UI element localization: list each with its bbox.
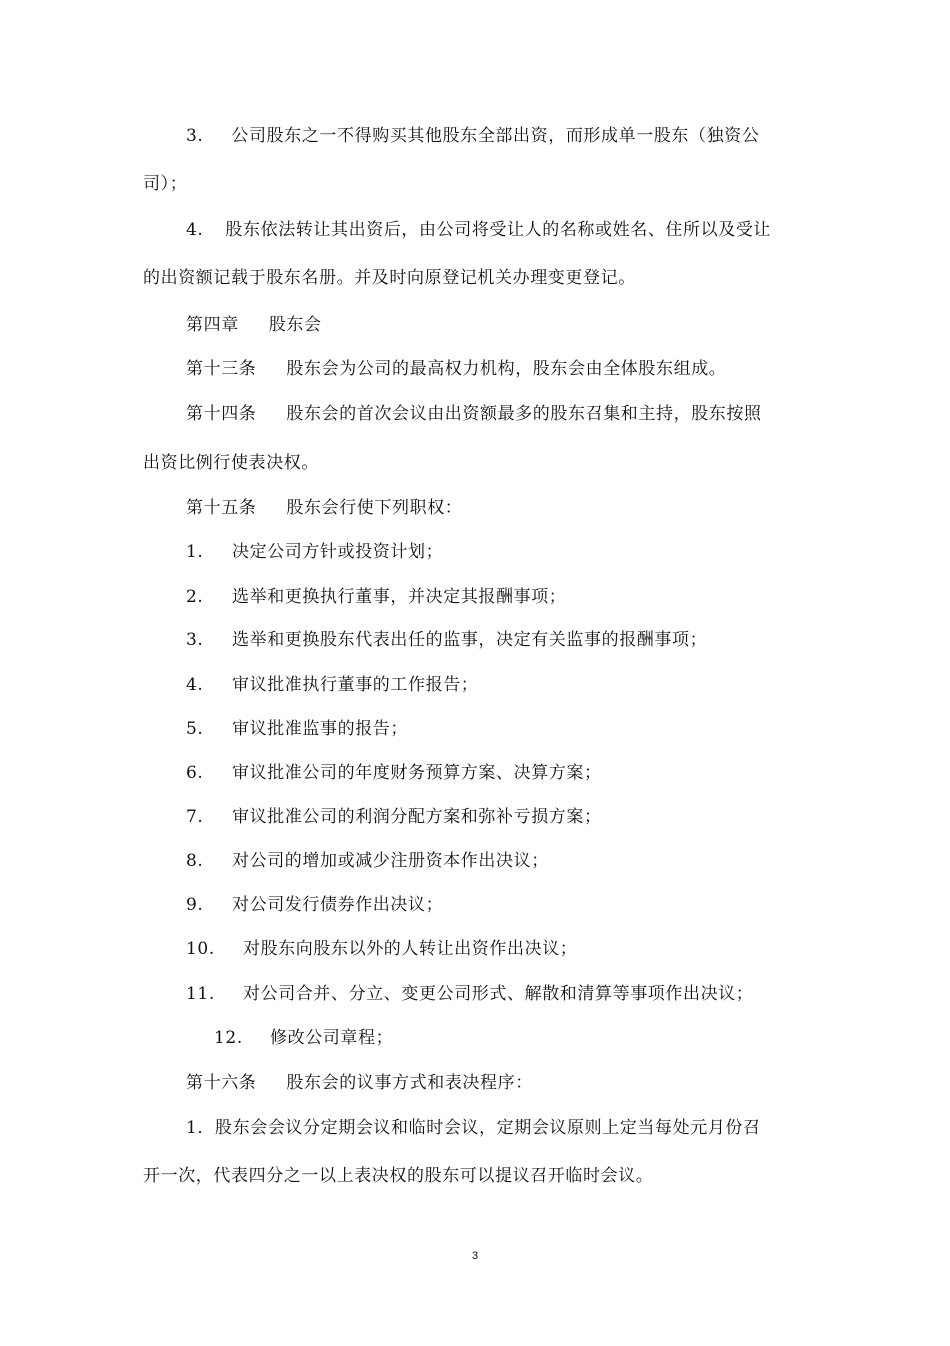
article-16 [186,1071,533,1095]
article-13 [186,357,726,381]
power-number: 6. [186,763,204,783]
article-14 [186,402,762,426]
chapter-title: 股东会 [268,315,322,335]
page-number: 3 [471,1250,479,1262]
item-4-continuation: 的出资额记载于股东名册。并及时向原登记机关办理变更登记。 [143,268,636,288]
power-number: 1. [186,542,204,562]
power-number: 9. [186,895,204,915]
chapter-heading [186,313,322,337]
power-number: 3. [186,630,204,650]
power-text: 对股东向股东以外的人转让出资作出决议； [243,939,578,959]
power-number: 11. [186,984,215,1004]
power-text: 决定公司方针或投资计划； [232,542,444,562]
power-number: 5. [186,719,204,739]
item-4-number: 4. [186,220,204,240]
item-4-text: 股东依法转让其出资后，由公司将受让人的名称或姓名、住所以及受让 [225,220,772,240]
article-15-label: 第十五条 [186,498,257,518]
power-text: 对公司的增加或减少注册资本作出决议； [232,851,549,871]
article-15 [186,496,462,520]
power-text: 修改公司章程； [270,1028,394,1048]
power-number: 8. [186,851,204,871]
power-text: 审议批准监事的报告； [232,719,408,739]
item-3 [186,124,759,148]
power-item [186,982,753,1006]
power-text: 对公司合并、分立、变更公司形式、解散和清算等事项作出决议； [243,984,754,1004]
power-text: 选举和更换执行董事，并决定其报酬事项； [232,587,567,607]
power-number: 2. [186,587,204,607]
article-16-paragraph-1-continuation: 开一次，代表四分之一以上表决权的股东可以提议召开临时会议。 [143,1166,654,1186]
power-text: 选举和更换股东代表出任的监事，决定有关监事的报酬事项； [232,630,708,650]
power-item [186,628,707,652]
power-text: 对公司发行债券作出决议； [232,895,444,915]
power-item [186,849,549,873]
article-13-label: 第十三条 [186,359,257,379]
power-number: 4. [186,675,204,695]
article-15-text: 股东会行使下列职权： [286,498,463,518]
chapter-label: 第四章 [186,315,239,335]
article-16-label: 第十六条 [186,1073,257,1093]
power-text: 审议批准执行董事的工作报告； [232,675,479,695]
power-text: 审议批准公司的利润分配方案和弥补亏损方案； [232,807,602,827]
power-item [186,717,408,741]
item-3-number: 3. [186,126,204,146]
power-item [186,540,443,564]
item-3-continuation: 司）； [143,174,188,194]
article-14-text: 股东会的首次会议由出资额最多的股东召集和主持，股东按照 [286,404,762,424]
power-number: 12. [214,1028,243,1048]
article-14-continuation: 出资比例行使表决权。 [143,453,319,473]
item-4 [186,218,771,242]
article-16-paragraph-1: 1．股东会会议分定期会议和临时会议，定期会议原则上定当每处元月份召 [186,1118,761,1138]
power-item [186,585,566,609]
power-item [186,893,443,917]
power-number: 7. [186,807,204,827]
article-13-text: 股东会为公司的最高权力机构，股东会由全体股东组成。 [286,359,727,379]
power-item [186,937,577,961]
article-14-label: 第十四条 [186,404,257,424]
power-item [186,761,602,785]
power-item [186,673,478,697]
power-item [186,805,602,829]
power-item [214,1026,393,1050]
power-text: 审议批准公司的年度财务预算方案、决算方案； [232,763,602,783]
article-16-text: 股东会的议事方式和表决程序： [286,1073,533,1093]
item-3-text: 公司股东之一不得购买其他股东全部出资，而形成单一股东（独资公 [231,126,760,146]
power-number: 10. [186,939,215,959]
